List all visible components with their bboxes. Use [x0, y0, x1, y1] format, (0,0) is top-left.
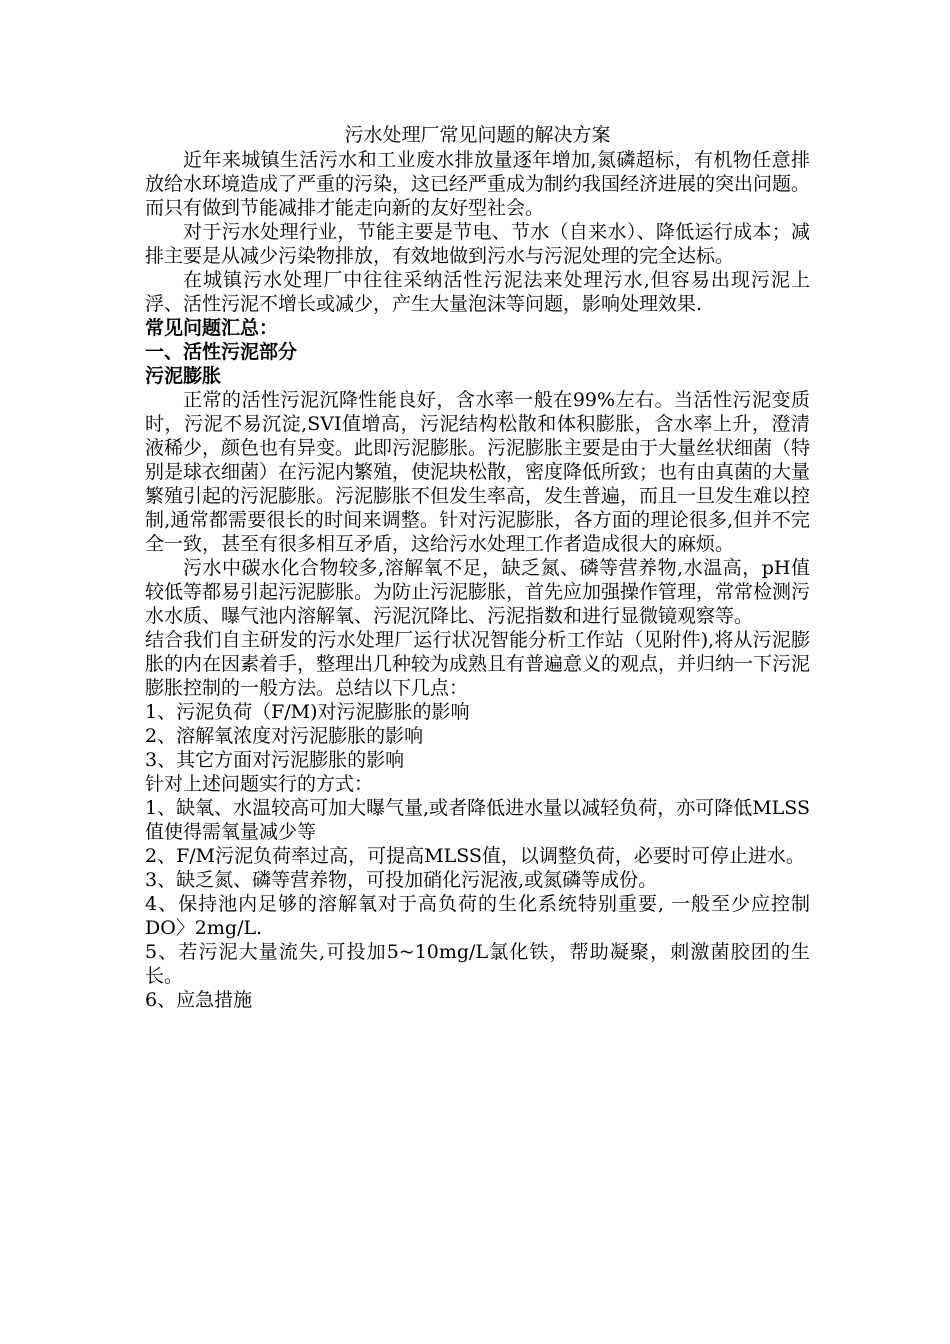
intro-paragraph-1: 近年来城镇生活污水和工业废水排放量逐年增加,氮磷超标，有机物任意排放给水环境造成了严重的污染，这已经严重成为制约我国经济进展的突出问题。而只有做到节能减排才能走向新的友好型社会。 [145, 149, 811, 219]
measure-item: 5、若污泥大量流失,可投加5~10mg/L氯化铁，帮助凝聚，刺激菌胶团的生长。 [145, 941, 810, 987]
bulking-paragraph-2: 污水中碳水化合物较多,溶解氧不足，缺乏氮、磷等营养物,水温高，pH值较低等都易引起污泥膨胀。为防止污泥膨胀，首先应加强操作管理，常常检测污水水质、曝气池内溶解氧、污泥沉降比、污泥指数和进行显微镜观察等。 [145, 557, 811, 627]
factor-item: 2、溶解氧浓度对污泥膨胀的影响 [145, 725, 424, 747]
measure-item: 6、应急措施 [145, 989, 253, 1011]
document-title: 污水处理厂常见问题的解决方案 [344, 124, 611, 146]
subheading-sludge-bulking: 污泥膨胀 [145, 365, 222, 387]
factor-item: 1、污泥负荷（F/M)对污泥膨胀的影响 [145, 701, 470, 723]
measure-item: 2、F/M污泥负荷率过高，可提高MLSS值，以调整负荷，必要时可停止进水。 [145, 845, 805, 867]
bulking-paragraph-1: 正常的活性污泥沉降性能良好，含水率一般在99%左右。当活性污泥变质时，污泥不易沉淀,SVI值增高，污泥结构松散和体积膨胀，含水率上升，澄清液稀少，颜色也有异变。此即污泥膨胀。污泥膨胀主要是由于大量丝状细菌（特别是球衣细菌）在污泥内繁殖，使泥块松散，密度降低所致；也有由真菌的大量繁殖引起的污泥膨胀。污泥膨胀不但发生率高，发生普遍，而且一旦发生难以控制,通常都需要很长的时间来调整。针对污泥膨胀，各方面的理论很多,但并不完全一致，甚至有很多相互矛盾，这给污水处理工作者造成很大的麻烦。 [145, 389, 811, 555]
measure-item: 4、保持池内足够的溶解氧对于高负荷的生化系统特别重要, 一般至少应控制DO〉2mg/L. [145, 893, 810, 939]
summary-heading: 常见问题汇总： [145, 317, 279, 339]
document-page [145, 122, 810, 1012]
study-paragraph: 结合我们自主研发的污水处理厂运行状况智能分析工作站（见附件),将从污泥膨胀的内在因素着手，整理出几种较为成熟且有普遍意义的观点，并归纳一下污泥膨胀控制的一般方法。总结以下几点： [145, 629, 811, 699]
intro-paragraph-2: 对于污水处理行业，节能主要是节电、节水（自来水）、降低运行成本；减排主要是从减少污染物排放，有效地做到污水与污泥处理的完全达标。 [145, 221, 810, 267]
intro-paragraph-3: 在城镇污水处理厂中往往采纳活性污泥法来处理污水,但容易出现污泥上浮、活性污泥不增长或减少，产生大量泡沫等问题，影响处理效果. [145, 269, 810, 315]
measure-item: 1、缺氧、水温较高可加大曝气量,或者降低进水量以减轻负荷，亦可降低MLSS值使得需氧量减少等 [145, 797, 810, 843]
measures-intro: 针对上述问题实行的方式： [145, 773, 374, 795]
factor-item: 3、其它方面对污泥膨胀的影响 [145, 749, 405, 771]
measure-item: 3、缺乏氮、磷等营养物，可投加硝化污泥液,或氮磷等成份。 [145, 869, 658, 891]
section-heading-activated-sludge: 一、活性污泥部分 [145, 341, 298, 363]
